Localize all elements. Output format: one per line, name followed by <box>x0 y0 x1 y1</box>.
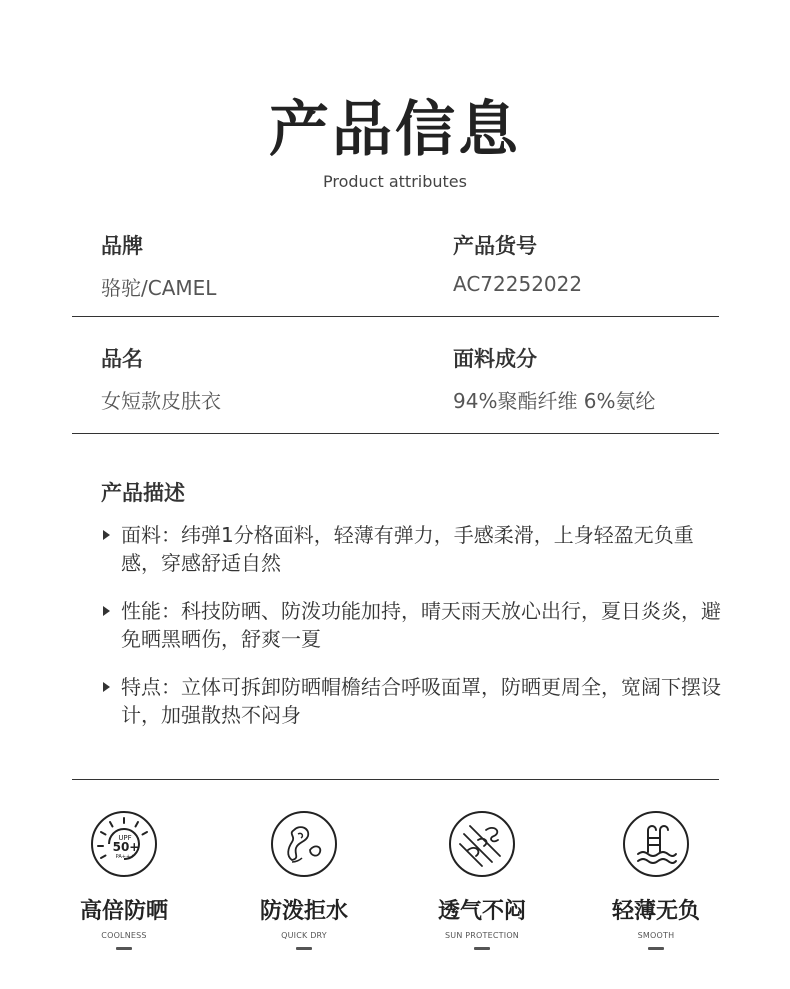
bullet-arrow-icon <box>103 530 110 540</box>
pa-rating: PA+++ <box>115 854 135 860</box>
feature-dash <box>296 947 312 950</box>
upf-label: UPF <box>118 834 132 842</box>
attribute-label: 品牌 <box>101 234 143 258</box>
feature-name: 轻薄无负 <box>611 899 700 924</box>
breathable-wind-icon <box>448 810 516 878</box>
attribute-item-number <box>453 230 582 296</box>
feature-dash <box>648 947 664 950</box>
attribute-label: 面料成分 <box>453 347 537 371</box>
feature-subtitle: SMOOTH <box>637 931 675 940</box>
description-title: 产品描述 <box>101 481 185 505</box>
description-item <box>103 673 723 729</box>
description-item <box>103 597 723 653</box>
divider <box>72 316 719 317</box>
bullet-arrow-icon <box>103 606 110 616</box>
attribute-value: 骆驼/CAMEL <box>101 276 217 300</box>
description-item <box>103 521 723 577</box>
divider <box>72 433 719 434</box>
attribute-product-name <box>101 343 221 414</box>
description-text: 特点：立体可拆卸防晒帽檐结合呼吸面罩，防晒更周全，宽阔下摆设计，加强散热不闷身 <box>121 675 721 727</box>
feature-subtitle: SUN PROTECTION <box>445 931 519 940</box>
upf-sun-icon <box>90 810 158 878</box>
feature-name: 防泼拒水 <box>259 899 348 924</box>
attribute-value: 女短款皮肤衣 <box>101 389 221 413</box>
attribute-label: 品名 <box>101 347 143 371</box>
description-text: 面料：纬弹1分格面料，轻薄有弹力，手感柔滑，上身轻盈无负重感，穿感舒适自然 <box>121 523 694 575</box>
attribute-value: AC72252022 <box>453 272 583 296</box>
feature-lightweight <box>591 810 721 950</box>
feature-water-repellent <box>239 810 369 950</box>
feature-subtitle: QUICK DRY <box>281 931 327 940</box>
attribute-value: 94%聚酯纤维 6%氨纶 <box>453 389 656 413</box>
pool-ladder-icon <box>622 810 690 878</box>
page-subtitle: Product attributes <box>323 172 467 191</box>
water-drop-icon <box>270 810 338 878</box>
attribute-brand <box>101 230 216 301</box>
upf-value: 50+ <box>112 840 140 854</box>
feature-name: 高倍防晒 <box>79 899 168 924</box>
divider <box>72 779 719 780</box>
description-text: 性能：科技防晒、防泼功能加持，晴天雨天放心出行，夏日炎炎，避免晒黑晒伤，舒爽一夏 <box>121 599 721 651</box>
feature-uv-protection <box>59 810 189 950</box>
feature-dash <box>116 947 132 950</box>
bullet-arrow-icon <box>103 682 110 692</box>
feature-breathable <box>417 810 547 950</box>
feature-subtitle: COOLNESS <box>101 931 147 940</box>
feature-name: 透气不闷 <box>437 899 526 924</box>
page-title: 产品信息 <box>269 95 521 165</box>
feature-dash <box>474 947 490 950</box>
attribute-label: 产品货号 <box>453 234 537 258</box>
attribute-fabric <box>453 343 656 414</box>
